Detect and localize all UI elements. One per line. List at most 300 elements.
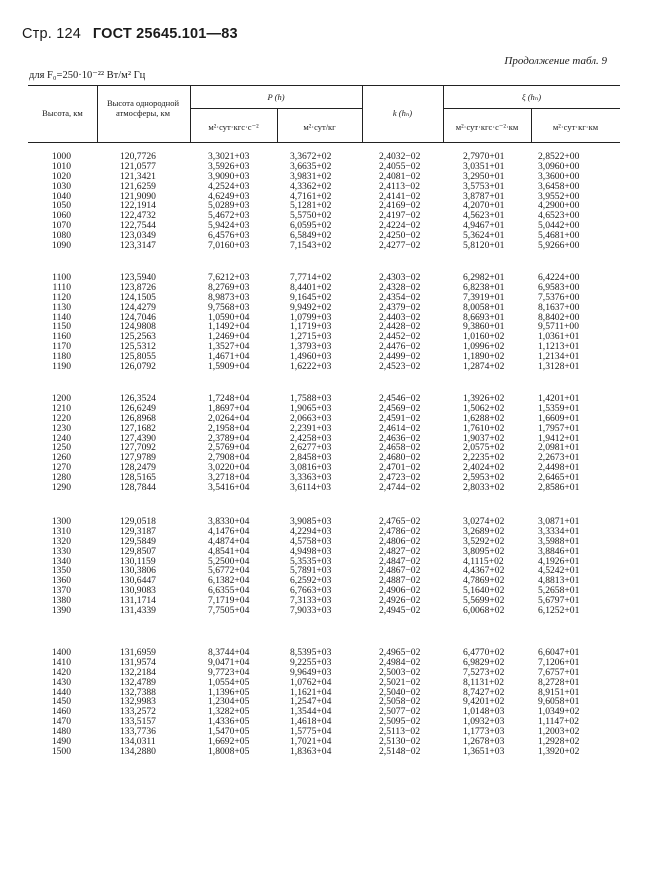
- s2-cell: 4,2900+00: [538, 200, 580, 212]
- altitude-cell: 1200: [51, 393, 71, 404]
- k-cell: 2,4476−02: [379, 341, 421, 353]
- s2-cell: 3,0960+00: [538, 160, 580, 172]
- p2-cell: 3,3672+02: [290, 151, 332, 162]
- p1-cell: 1,8697+04: [208, 402, 250, 414]
- altitude-cell: 1120: [52, 291, 71, 303]
- k-cell: 2,4945−02: [379, 605, 421, 617]
- altitude-cell: 1060: [51, 210, 71, 222]
- altitude-cell: 1260: [51, 452, 71, 464]
- s2-cell: 7,1206+01: [538, 656, 580, 668]
- altitude-cell: 1220: [51, 412, 71, 424]
- s1-cell: 4,1115+02: [463, 555, 504, 567]
- s1-cell: 1,2874+02: [463, 361, 505, 373]
- scale-height-cell: 127,4390: [120, 432, 156, 444]
- altitude-cell: 1440: [51, 686, 71, 698]
- p1-cell: 4,4874+04: [208, 535, 250, 547]
- p1-cell: 2,3789+04: [208, 432, 250, 444]
- s1-cell: 4,5623+01: [463, 210, 505, 222]
- s2-cell: 1,2928+02: [538, 736, 580, 748]
- scale-height-cell: 133,2572: [120, 706, 156, 718]
- s2-cell: 5,4681+00: [538, 230, 580, 242]
- s2-cell: 7,5376+00: [538, 291, 580, 303]
- altitude-cell: 1350: [51, 565, 71, 577]
- s1-cell: 3,0351+01: [463, 160, 505, 172]
- scale-height-cell: 121,0577: [120, 160, 156, 172]
- s1-cell: 3,8095+02: [463, 545, 505, 557]
- p1-cell: 7,7505+04: [208, 605, 250, 617]
- altitude-cell: 1090: [51, 240, 71, 252]
- p2-cell: 6,5849+02: [290, 230, 332, 242]
- p2-cell: 3,9085+03: [290, 516, 332, 527]
- scale-height-cell: 130,9083: [120, 585, 156, 597]
- p1-cell: 6,4576+03: [208, 230, 250, 242]
- scale-height-cell: 133,7736: [120, 726, 156, 738]
- p2-cell: 1,1621+04: [290, 686, 332, 698]
- s2-cell: 2,2673+01: [538, 452, 580, 464]
- p1-cell: 4,8541+04: [208, 545, 250, 557]
- p1-cell: 1,8008+05: [208, 745, 250, 757]
- s2-cell: 3,3334+01: [538, 525, 580, 537]
- col-divider-1: [97, 85, 98, 142]
- s1-cell: 9,4201+02: [463, 696, 505, 708]
- s2-cell: 2,4498+01: [538, 462, 580, 474]
- s2-cell: 1,2003+02: [538, 726, 580, 738]
- s1-cell: 7,5273+02: [463, 666, 505, 678]
- row-block: [0, 273, 647, 372]
- scale-height-cell: 129,8507: [120, 545, 156, 557]
- altitude-cell: 1110: [52, 281, 71, 293]
- header-bottom-rule: [28, 142, 620, 143]
- k-cell: 2,4224−02: [379, 220, 421, 232]
- s1-cell: 2,7970+01: [463, 151, 505, 162]
- s2-cell: 4,8813+01: [538, 575, 580, 587]
- p1-cell: 3,0220+04: [208, 462, 250, 474]
- altitude-cell: 1080: [51, 230, 71, 242]
- altitude-cell: 1240: [51, 432, 71, 444]
- k-cell: 2,4328−02: [379, 281, 421, 293]
- s1-cell: 3,8787+01: [463, 190, 505, 202]
- scale-height-cell: 129,0518: [120, 516, 156, 527]
- altitude-cell: 1100: [52, 272, 71, 283]
- p2-cell: 3,6114+03: [290, 482, 332, 494]
- s2-cell: 1,7957+01: [538, 422, 580, 434]
- s1-cell: 2,2235+02: [463, 452, 505, 464]
- k-cell: 2,4523−02: [379, 361, 421, 373]
- p2-cell: 7,1543+02: [290, 240, 332, 252]
- s1-cell: 1,2678+03: [463, 736, 505, 748]
- scale-height-cell: 134,0311: [120, 736, 156, 748]
- p2-cell: 2,8458+03: [290, 452, 332, 464]
- scale-height-cell: 133,5157: [120, 716, 156, 728]
- p1-cell: 3,5926+03: [208, 160, 250, 172]
- altitude-cell: 1230: [51, 422, 71, 434]
- k-cell: 2,4113−02: [379, 180, 421, 192]
- k-cell: 2,4614−02: [379, 422, 421, 434]
- s1-cell: 6,0068+02: [463, 605, 505, 617]
- p1-cell: 1,5470+05: [208, 726, 250, 738]
- p2-cell: 1,7588+03: [290, 393, 332, 404]
- k-cell: 2,4744−02: [379, 482, 421, 494]
- header-p-unit2: м²·сут/кг: [303, 122, 336, 132]
- s2-cell: 4,6523+00: [538, 210, 580, 222]
- k-cell: 2,4847−02: [379, 555, 421, 567]
- s2-cell: 3,3600+00: [538, 170, 580, 182]
- s2-cell: 5,0442+00: [538, 220, 580, 232]
- p1-cell: 2,1958+04: [208, 422, 250, 434]
- scale-height-cell: 127,9789: [120, 452, 156, 464]
- scale-height-cell: 126,8968: [120, 412, 156, 424]
- p1-cell: 5,4672+03: [208, 210, 250, 222]
- scale-height-cell: 129,3187: [120, 525, 156, 537]
- altitude-cell: 1390: [51, 605, 71, 617]
- s2-cell: 1,3128+01: [538, 361, 580, 373]
- k-cell: 2,4636−02: [379, 432, 421, 444]
- p2-cell: 6,7663+03: [290, 585, 332, 597]
- p2-cell: 1,9065+03: [290, 402, 332, 414]
- p2-cell: 9,1645+02: [290, 291, 332, 303]
- k-cell: 2,4701−02: [379, 462, 421, 474]
- scale-height-cell: 132,7388: [120, 686, 156, 698]
- p1-cell: 6,6355+04: [208, 585, 250, 597]
- altitude-cell: 1130: [52, 301, 71, 313]
- s2-cell: 3,0871+01: [538, 516, 580, 527]
- p1-cell: 5,9424+03: [208, 220, 250, 232]
- s1-cell: 6,4770+02: [463, 647, 505, 658]
- p2-cell: 9,2255+03: [290, 656, 332, 668]
- p1-cell: 3,8330+04: [208, 516, 250, 527]
- altitude-cell: 1030: [51, 180, 71, 192]
- p1-cell: 1,1396+05: [208, 686, 250, 698]
- altitude-cell: 1280: [51, 472, 71, 484]
- s2-cell: 4,5242+01: [538, 565, 580, 577]
- scale-height-cell: 123,3147: [120, 240, 156, 252]
- s2-cell: 5,2658+01: [538, 585, 580, 597]
- k-cell: 2,4354−02: [379, 291, 421, 303]
- k-cell: 2,4379−02: [379, 301, 421, 313]
- p1-cell: 1,6692+05: [208, 736, 250, 748]
- p1-cell: 1,7248+04: [208, 393, 250, 404]
- k-cell: 2,5058−02: [379, 696, 421, 708]
- p2-cell: 2,0663+03: [290, 412, 332, 424]
- altitude-cell: 1370: [51, 585, 71, 597]
- s1-cell: 1,6288+02: [463, 412, 505, 424]
- k-cell: 2,4887−02: [379, 575, 421, 587]
- s2-cell: 3,9552+00: [538, 190, 580, 202]
- p1-cell: 2,5769+04: [208, 442, 250, 454]
- p2-cell: 4,3362+02: [290, 180, 332, 192]
- header-scale-height: Высота однородной атмосферы, км: [106, 98, 180, 118]
- s1-cell: 2,5953+02: [463, 472, 505, 484]
- p1-cell: 9,7568+03: [208, 301, 250, 313]
- s2-cell: 8,1637+00: [538, 301, 580, 313]
- scale-height-cell: 131,1714: [120, 595, 156, 607]
- s1-cell: 3,5292+02: [463, 535, 505, 547]
- p2-cell: 4,5758+03: [290, 535, 332, 547]
- scale-height-cell: 132,9983: [120, 696, 156, 708]
- p2-cell: 7,9033+03: [290, 605, 332, 617]
- s2-cell: 1,2134+01: [538, 351, 580, 363]
- scale-height-cell: 128,2479: [120, 462, 156, 474]
- s1-cell: 5,1640+02: [463, 585, 505, 597]
- altitude-cell: 1360: [51, 575, 71, 587]
- scale-height-cell: 121,6259: [120, 180, 156, 192]
- k-cell: 2,4765−02: [379, 516, 421, 527]
- scale-height-cell: 128,5165: [120, 472, 156, 484]
- s2-cell: 2,6465+01: [538, 472, 580, 484]
- scale-height-cell: 130,3806: [120, 565, 156, 577]
- p2-cell: 1,0799+03: [290, 311, 332, 323]
- p2-cell: 5,5750+02: [290, 210, 332, 222]
- s2-cell: 1,9412+01: [538, 432, 580, 444]
- p2-cell: 1,8363+04: [290, 745, 332, 757]
- altitude-cell: 1270: [51, 462, 71, 474]
- s2-cell: 4,1926+01: [538, 555, 580, 567]
- p2-cell: 1,4960+03: [290, 351, 332, 363]
- p2-cell: 3,6635+02: [290, 160, 332, 172]
- k-cell: 2,5021−02: [379, 676, 421, 688]
- altitude-cell: 1450: [51, 696, 71, 708]
- p1-cell: 2,7908+04: [208, 452, 250, 464]
- header-s-unit1: м²·сут·кгс·с⁻²·км: [455, 122, 519, 132]
- altitude-cell: 1160: [52, 331, 71, 343]
- s1-cell: 2,4024+02: [463, 462, 505, 474]
- s2-cell: 7,6757+01: [538, 666, 580, 678]
- p1-cell: 1,0554+05: [208, 676, 250, 688]
- s1-cell: 6,2982+01: [463, 272, 505, 283]
- s2-cell: 8,8402+00: [538, 311, 580, 323]
- k-cell: 2,5040−02: [379, 686, 421, 698]
- s1-cell: 5,5699+02: [463, 595, 505, 607]
- conditions-label: для F₀=250·10⁻²² Вт/м² Гц: [29, 70, 146, 81]
- s1-cell: 1,0148+03: [463, 706, 505, 718]
- s1-cell: 3,2950+01: [463, 170, 505, 182]
- s1-cell: 4,2070+01: [463, 200, 505, 212]
- altitude-cell: 1460: [51, 706, 71, 718]
- s1-cell: 9,3860+01: [463, 321, 505, 333]
- s2-cell: 1,5359+01: [538, 402, 580, 414]
- p2-cell: 9,9649+03: [290, 666, 332, 678]
- altitude-cell: 1310: [51, 525, 71, 537]
- p1-cell: 8,2769+03: [208, 281, 250, 293]
- k-cell: 2,4428−02: [379, 321, 421, 333]
- p2-cell: 5,7891+03: [290, 565, 332, 577]
- scale-height-cell: 132,2184: [120, 666, 156, 678]
- k-cell: 2,4141−02: [379, 190, 421, 202]
- p2-cell: 1,6222+03: [290, 361, 332, 373]
- k-cell: 2,4965−02: [379, 647, 421, 658]
- scale-height-cell: 124,9808: [120, 321, 156, 333]
- p2-cell: 4,7161+02: [290, 190, 332, 202]
- s2-cell: 2,0981+01: [538, 442, 580, 454]
- p2-cell: 5,1281+02: [290, 200, 332, 212]
- s1-cell: 1,1890+02: [463, 351, 505, 363]
- scale-height-cell: 126,0792: [120, 361, 156, 373]
- scale-height-cell: 125,5312: [120, 341, 156, 353]
- k-cell: 2,5130−02: [379, 736, 421, 748]
- scale-height-cell: 132,4789: [120, 676, 156, 688]
- k-cell: 2,4569−02: [379, 402, 421, 414]
- altitude-cell: 1470: [51, 716, 71, 728]
- s1-cell: 2,0575+02: [463, 442, 505, 454]
- p1-cell: 1,2469+04: [208, 331, 250, 343]
- k-cell: 2,4303−02: [379, 272, 421, 283]
- altitude-cell: 1380: [51, 595, 71, 607]
- s1-cell: 1,1773+03: [463, 726, 505, 738]
- p2-cell: 3,3363+03: [290, 472, 332, 484]
- k-cell: 2,4197−02: [379, 210, 421, 222]
- altitude-cell: 1490: [51, 736, 71, 748]
- altitude-cell: 1290: [51, 482, 71, 494]
- k-cell: 2,5113−02: [379, 726, 421, 738]
- scale-height-cell: 131,4339: [120, 605, 156, 617]
- p2-cell: 1,2715+03: [290, 331, 332, 343]
- altitude-cell: 1170: [52, 341, 71, 353]
- altitude-cell: 1140: [52, 311, 71, 323]
- p2-cell: 6,0595+02: [290, 220, 332, 232]
- p1-cell: 5,6772+04: [208, 565, 250, 577]
- table-row: [0, 241, 647, 251]
- k-cell: 2,4591−02: [379, 412, 421, 424]
- p1-cell: 4,1476+04: [208, 525, 250, 537]
- altitude-cell: 1000: [51, 151, 71, 162]
- table-row: [0, 606, 647, 616]
- s2-cell: 8,9151+01: [538, 686, 580, 698]
- k-cell: 2,4032−02: [379, 151, 421, 162]
- continuation-note: Продолжение табл. 9: [504, 55, 607, 67]
- table-row: [0, 362, 647, 372]
- table-row: [0, 483, 647, 493]
- p2-cell: 5,3535+03: [290, 555, 332, 567]
- s1-cell: 8,1131+02: [463, 676, 505, 688]
- scale-height-cell: 124,7046: [120, 311, 156, 323]
- p1-cell: 3,9090+03: [208, 170, 250, 182]
- p1-cell: 4,6249+03: [208, 190, 250, 202]
- p1-cell: 9,0471+04: [208, 656, 250, 668]
- s2-cell: 6,4224+00: [538, 272, 580, 283]
- p1-cell: 9,7723+04: [208, 666, 250, 678]
- p1-cell: 7,1719+04: [208, 595, 250, 607]
- p1-cell: 3,5416+04: [208, 482, 250, 494]
- k-cell: 2,5148−02: [379, 745, 421, 757]
- altitude-cell: 1320: [51, 535, 71, 547]
- scale-height-cell: 125,2563: [120, 331, 156, 343]
- k-cell: 2,5095−02: [379, 716, 421, 728]
- s1-cell: 1,0932+03: [463, 716, 505, 728]
- k-cell: 2,4984−02: [379, 656, 421, 668]
- s2-cell: 1,3920+02: [538, 745, 580, 757]
- p1-cell: 7,0160+03: [208, 240, 250, 252]
- altitude-cell: 1210: [51, 402, 71, 414]
- k-cell: 2,5003−02: [379, 666, 421, 678]
- p1-cell: 5,0289+03: [208, 200, 250, 212]
- scale-height-cell: 122,1914: [120, 200, 156, 212]
- scale-height-cell: 127,7092: [120, 442, 156, 454]
- s1-cell: 1,7610+02: [463, 422, 505, 434]
- scale-height-cell: 122,7544: [120, 220, 156, 232]
- scale-height-cell: 126,6249: [120, 402, 156, 414]
- s2-cell: 1,0349+02: [538, 706, 580, 718]
- scale-height-cell: 131,6959: [120, 647, 156, 658]
- s2-cell: 6,6047+01: [538, 647, 580, 658]
- scale-height-cell: 127,1682: [120, 422, 156, 434]
- k-cell: 2,4906−02: [379, 585, 421, 597]
- p1-cell: 1,1492+04: [208, 321, 250, 333]
- s2-cell: 3,8846+01: [538, 545, 580, 557]
- scale-height-cell: 123,5940: [120, 272, 156, 283]
- scale-height-cell: 128,7844: [120, 482, 156, 494]
- scale-height-cell: 124,1505: [120, 291, 156, 303]
- s2-cell: 2,8522+00: [538, 151, 580, 162]
- k-cell: 2,4250−02: [379, 230, 421, 242]
- altitude-cell: 1010: [51, 160, 71, 172]
- s1-cell: 7,3919+01: [463, 291, 505, 303]
- page-number: Стр. 124: [22, 26, 82, 42]
- s1-cell: 1,3926+02: [463, 393, 505, 404]
- scale-height-cell: 121,3421: [120, 170, 156, 182]
- k-cell: 2,4546−02: [379, 393, 421, 404]
- s2-cell: 1,1147+02: [538, 716, 580, 728]
- s1-cell: 1,0996+02: [463, 341, 505, 353]
- s2-cell: 6,9583+00: [538, 281, 580, 293]
- k-cell: 2,4723−02: [379, 472, 421, 484]
- p2-cell: 6,2592+03: [290, 575, 332, 587]
- header-altitude: Высота, км: [42, 108, 83, 118]
- k-cell: 2,4926−02: [379, 595, 421, 607]
- altitude-cell: 1020: [51, 170, 71, 182]
- k-cell: 2,5077−02: [379, 706, 421, 718]
- p2-cell: 7,7714+02: [290, 272, 332, 283]
- k-cell: 2,4658−02: [379, 442, 421, 454]
- s2-cell: 1,1213+01: [538, 341, 580, 353]
- k-cell: 2,4055−02: [379, 160, 421, 172]
- s1-cell: 5,8120+01: [463, 240, 505, 252]
- k-cell: 2,4081−02: [379, 170, 421, 182]
- p2-cell: 8,5395+03: [290, 647, 332, 658]
- k-cell: 2,4827−02: [379, 545, 421, 557]
- p2-cell: 4,9498+03: [290, 545, 332, 557]
- k-cell: 2,4499−02: [379, 351, 421, 363]
- p2-cell: 4,2294+03: [290, 525, 332, 537]
- p2-cell: 1,0762+04: [290, 676, 332, 688]
- s1-cell: 1,3651+03: [463, 745, 505, 757]
- s1-cell: 4,4367+02: [463, 565, 505, 577]
- k-cell: 2,4680−02: [379, 452, 421, 464]
- k-cell: 2,4867−02: [379, 565, 421, 577]
- s1-cell: 4,9467+01: [463, 220, 505, 232]
- s2-cell: 9,6058+01: [538, 696, 580, 708]
- p2-cell: 1,7021+04: [290, 736, 332, 748]
- p-group-rule: [190, 108, 362, 109]
- p1-cell: 6,1382+04: [208, 575, 250, 587]
- s2-cell: 6,1252+01: [538, 605, 580, 617]
- k-cell: 2,4452−02: [379, 331, 421, 343]
- p2-cell: 1,4618+04: [290, 716, 332, 728]
- row-block: [0, 648, 647, 757]
- p1-cell: 1,4671+04: [208, 351, 250, 363]
- p2-cell: 1,5775+04: [290, 726, 332, 738]
- p2-cell: 1,1719+03: [290, 321, 332, 333]
- s2-cell: 3,6458+00: [538, 180, 580, 192]
- row-block: [0, 394, 647, 493]
- k-cell: 2,4786−02: [379, 525, 421, 537]
- p1-cell: 1,3527+04: [208, 341, 250, 353]
- s1-cell: 5,3624+01: [463, 230, 505, 242]
- k-cell: 2,4403−02: [379, 311, 421, 323]
- header-s-group: ξ (hₙ): [521, 92, 542, 102]
- table-row: [0, 747, 647, 757]
- s1-cell: 1,0160+02: [463, 331, 505, 343]
- s1-cell: 8,0058+01: [463, 301, 505, 313]
